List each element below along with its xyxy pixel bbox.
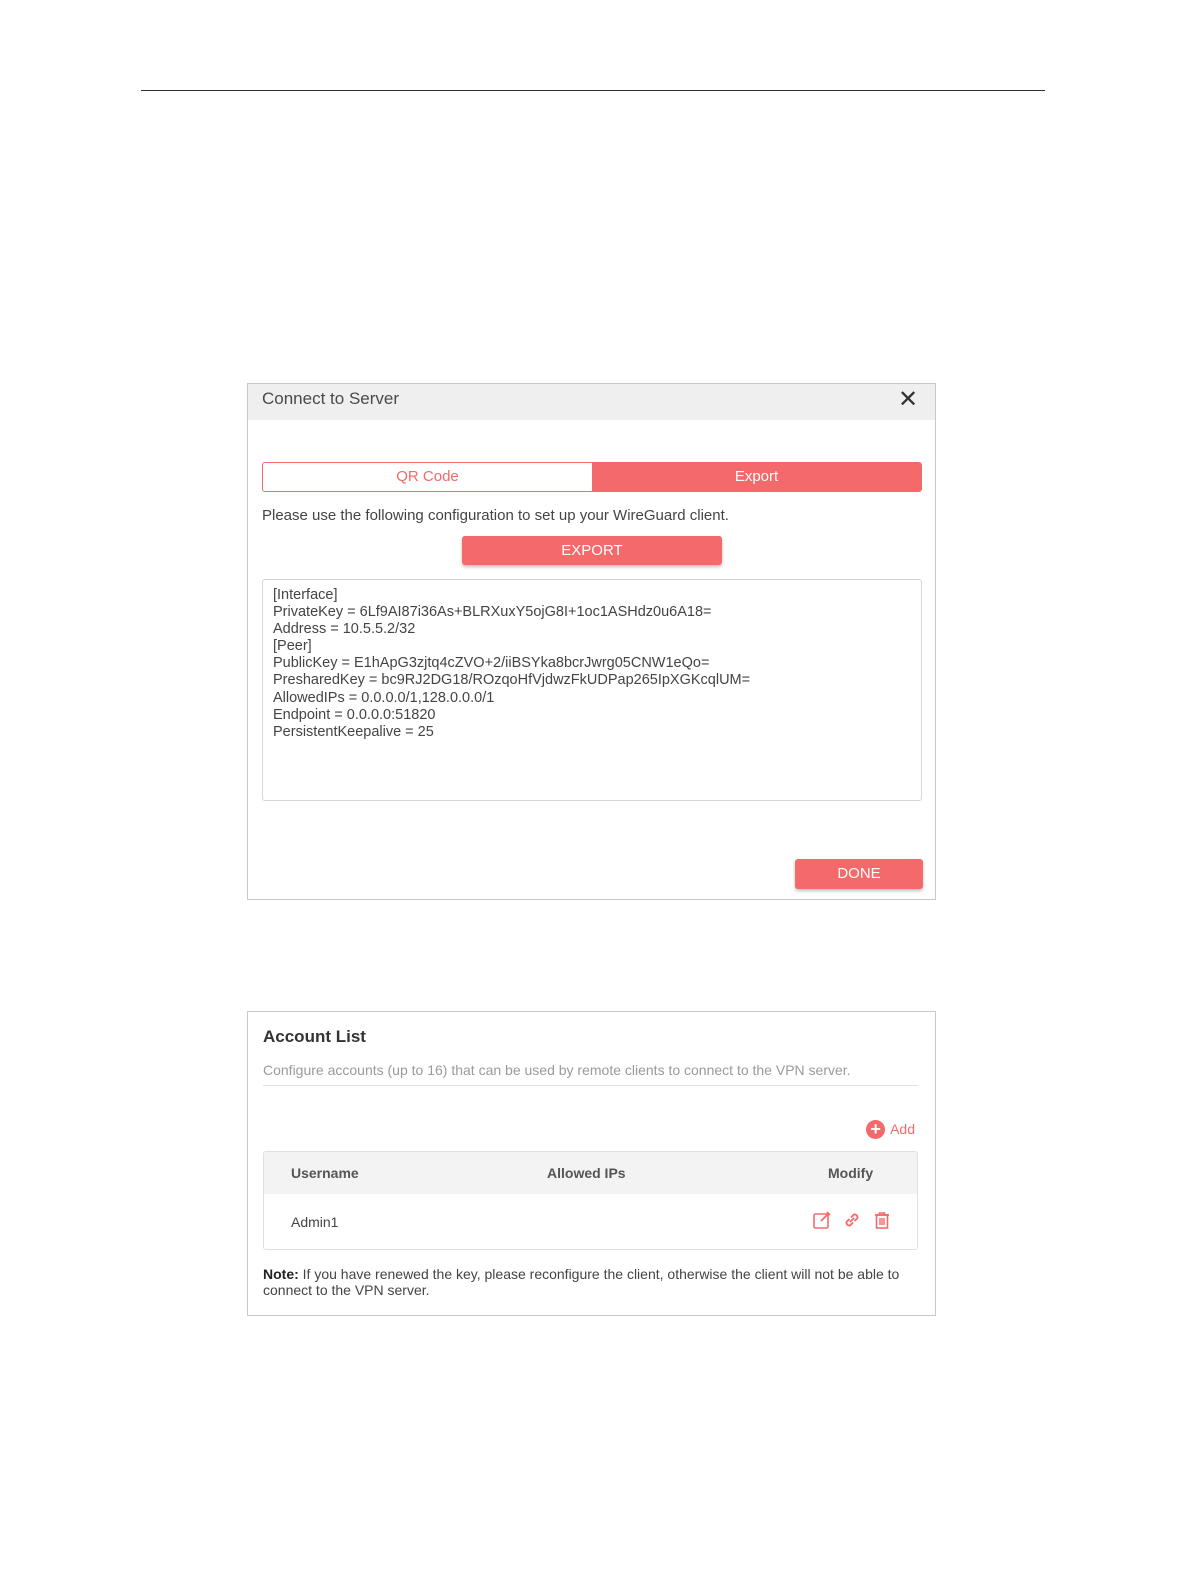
trash-icon[interactable] — [872, 1210, 892, 1230]
edit-icon[interactable] — [812, 1210, 832, 1230]
connect-to-server-dialog — [247, 383, 936, 900]
add-button[interactable] — [866, 1119, 915, 1139]
cell-username: Admin1 — [291, 1214, 339, 1230]
instructions-text: Please use the following configuration to set up your WireGuard client. — [262, 507, 729, 524]
account-table — [263, 1151, 918, 1250]
page-rule — [141, 90, 1045, 91]
note-text — [263, 1266, 923, 1298]
column-header-allowed-ips: Allowed IPs — [547, 1165, 626, 1181]
close-icon[interactable]: ✕ — [897, 386, 919, 413]
row-actions — [812, 1210, 892, 1230]
export-button[interactable]: EXPORT — [462, 536, 722, 565]
account-list-panel — [247, 1011, 936, 1316]
link-icon[interactable] — [842, 1210, 862, 1230]
table-row — [264, 1194, 917, 1249]
tab-qr-code[interactable]: QR Code — [263, 463, 592, 491]
note-label: Note: — [263, 1266, 299, 1282]
dialog-title: Connect to Server — [262, 389, 400, 408]
divider — [263, 1085, 918, 1086]
column-header-modify: Modify — [828, 1165, 874, 1181]
table-header — [264, 1152, 917, 1194]
config-textarea[interactable]: [Interface] PrivateKey = 6Lf9AI87i36As+BLRXuxY5ojG8I+1oc1ASHdz0u6A18= Address = 10.5.5.2/32 [Peer] PublicKey = E1hApG3zjtq4cZVO+2/iiBSYka8bcrJwrg05CNW1eQo= PresharedKey = bc9RJ2DG18/ROzqoHfVjdwzFkUDPap265IpXGKcqlUM= AllowedIPs = 0.0.0.0/1,128.0.0.0/1 Endpoint = 0.0.0.0:51820 PersistentKeepalive = 25 — [262, 579, 922, 801]
column-header-username: Username — [291, 1165, 359, 1181]
tab-export[interactable]: Export — [592, 463, 921, 491]
add-label: Add — [890, 1121, 915, 1137]
panel-title: Account List — [263, 1027, 366, 1046]
tab-bar — [262, 462, 922, 492]
panel-description: Configure accounts (up to 16) that can be used by remote clients to connect to the VPN server. — [263, 1062, 851, 1078]
plus-circle-icon: + — [866, 1120, 885, 1139]
note-body: If you have renewed the key, please reconfigure the client, otherwise the client will not be able to connect to the VPN server. — [263, 1266, 900, 1298]
done-button[interactable]: DONE — [795, 859, 923, 889]
dialog-header — [248, 384, 935, 420]
